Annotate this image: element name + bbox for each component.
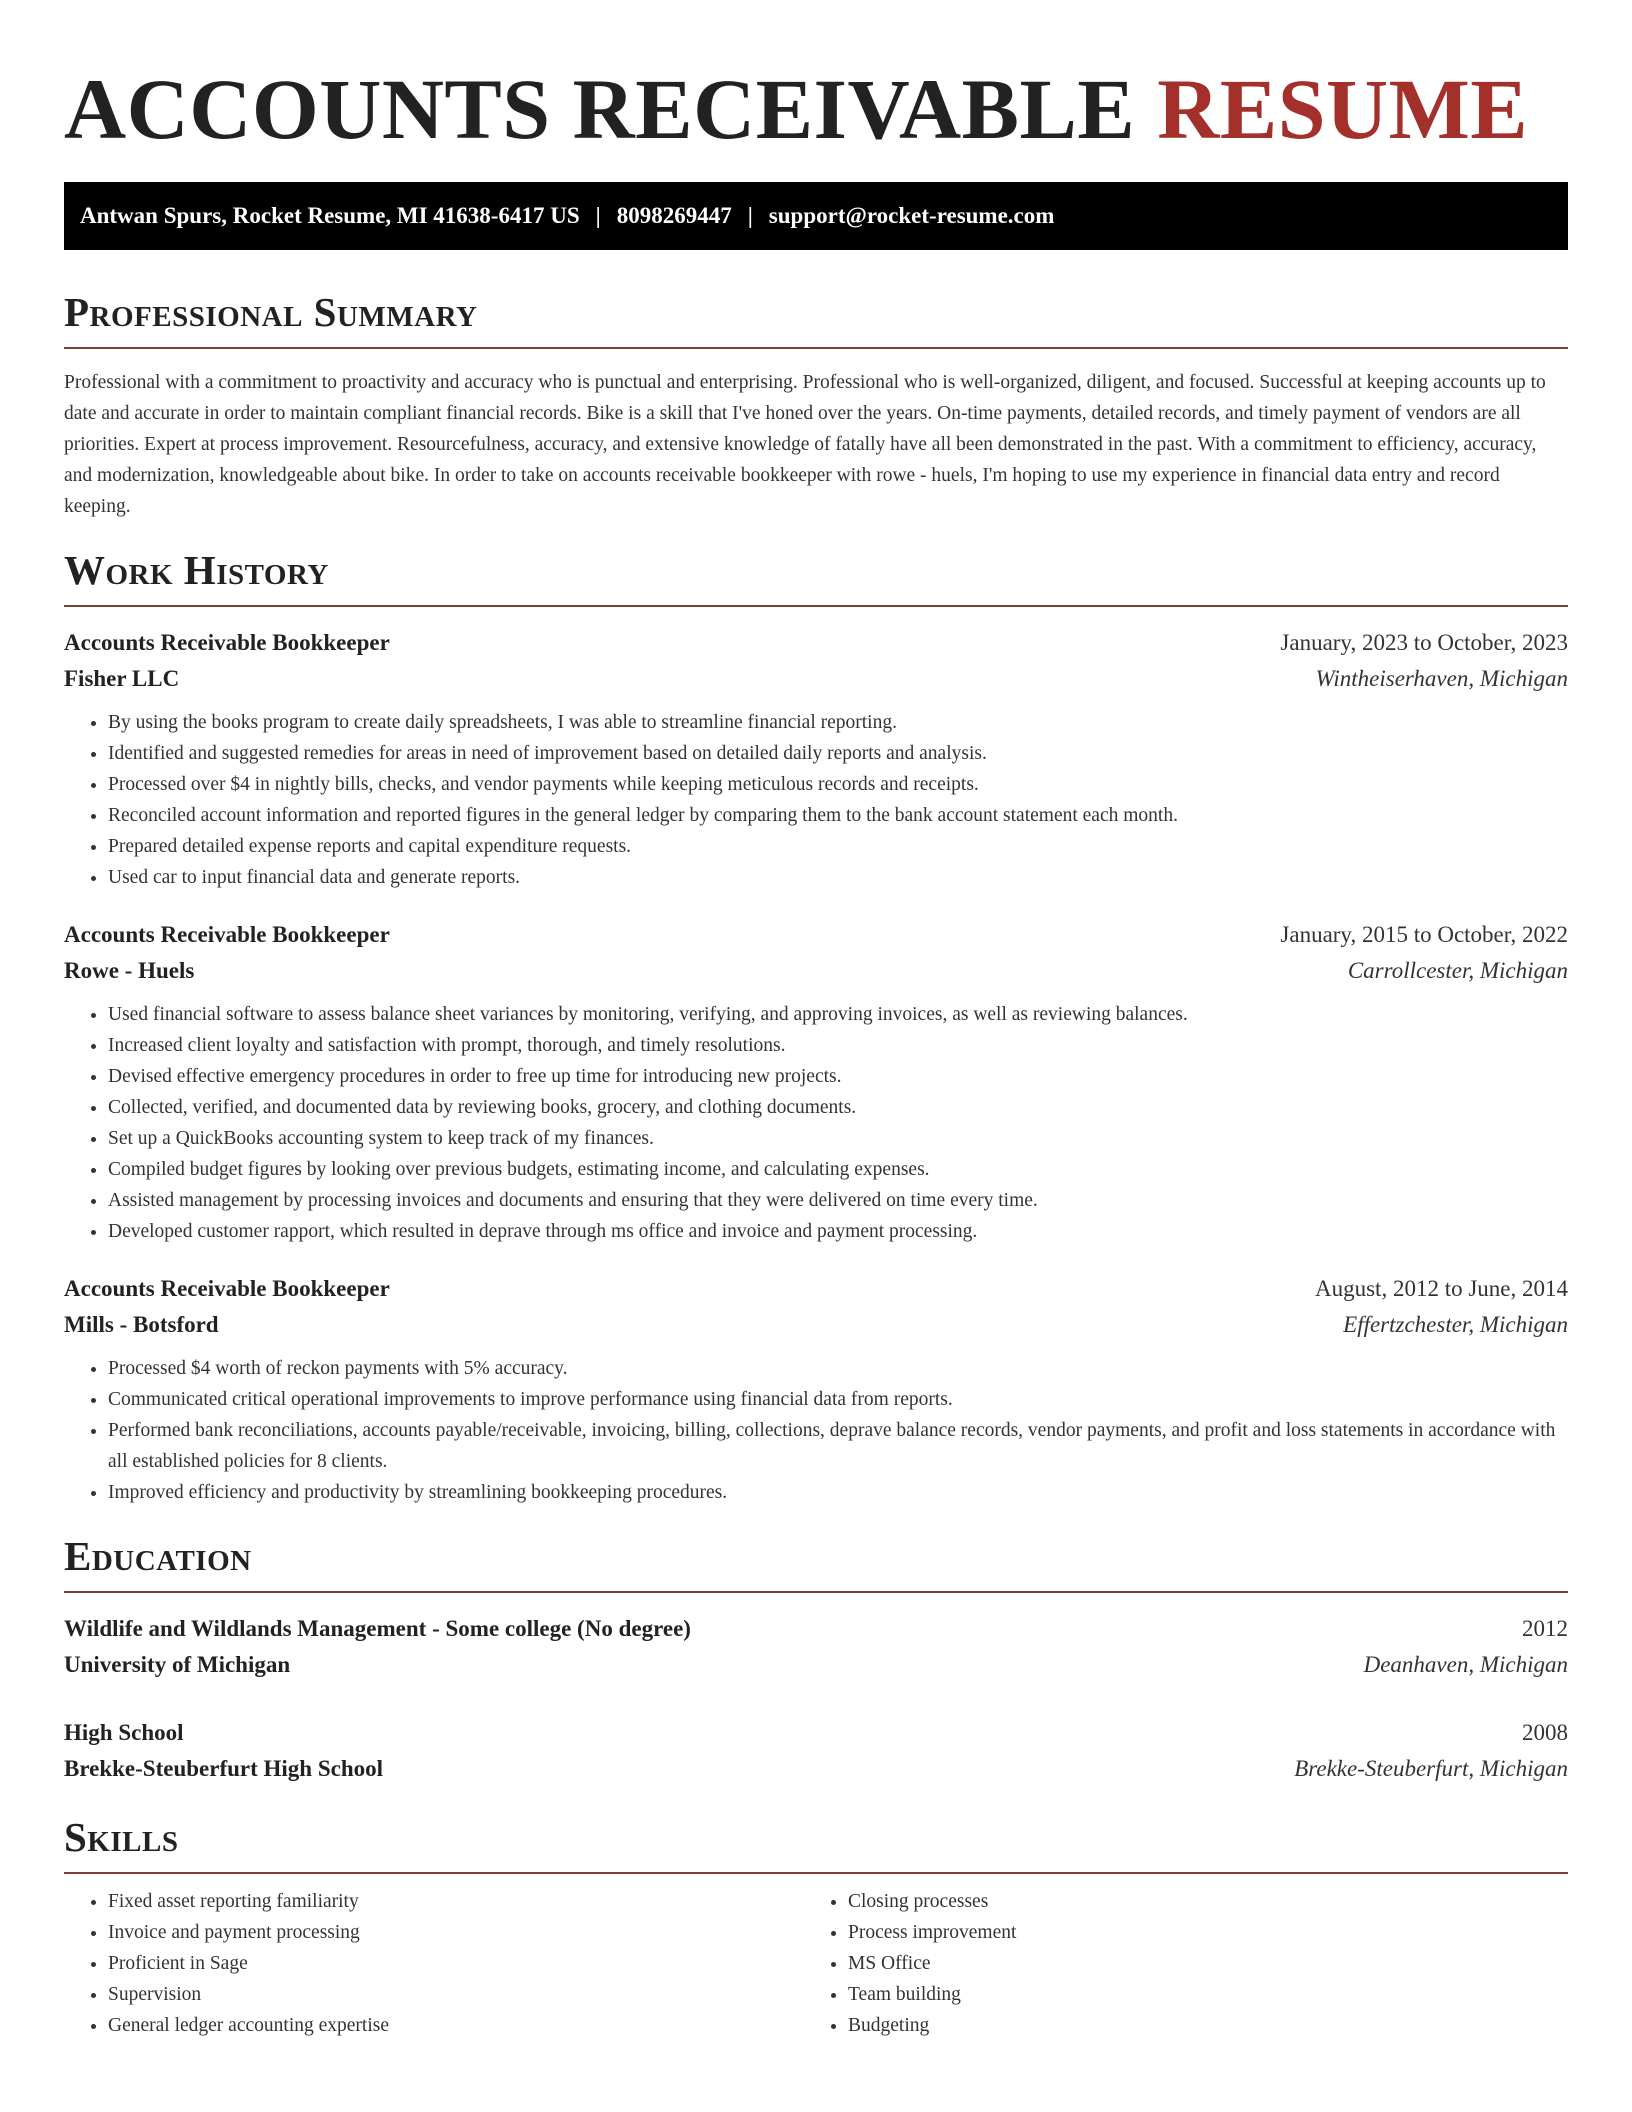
- contact-separator: |: [747, 203, 753, 228]
- job-entry: [64, 917, 1568, 1247]
- job-bullet: • Assisted management by processing invoices and documents and ensuring that they were delivered on time every time.: [108, 1185, 1568, 1216]
- education-year: 2012: [1522, 1616, 1568, 1641]
- skill-item: • Invoice and payment processing: [108, 1917, 804, 1948]
- skill-item: • MS Office: [848, 1948, 1544, 1979]
- contact-address: Antwan Spurs, Rocket Resume, MI 41638-6417 US: [80, 203, 580, 228]
- section-divider: [64, 605, 1568, 607]
- education-school: Brekke-Steuberfurt High School: [64, 1756, 384, 1781]
- skills-columns: [64, 1886, 1568, 2041]
- job-bullet: • Reconciled account information and reported figures in the general ledger by comparing them to the bank account statement each month.: [108, 800, 1568, 831]
- education-section: [64, 1533, 1568, 1787]
- job-bullet: • Communicated critical operational improvements to improve performance using financial data from reports.: [108, 1384, 1568, 1415]
- job-bullet: • Developed customer rapport, which resulted in deprave through ms office and invoice and payment processing.: [108, 1216, 1568, 1247]
- title-accent: RESUME: [1157, 61, 1529, 157]
- job-title: Accounts Receivable Bookkeeper: [64, 922, 390, 947]
- job-bullet: • Used financial software to assess balance sheet variances by monitoring, verifying, and approving invoices, as well as reviewing balances.: [108, 999, 1568, 1030]
- skill-item: • Team building: [848, 1979, 1544, 2010]
- skills-list-right: [804, 1886, 1544, 2041]
- work-history-section: [64, 547, 1568, 1508]
- title-main: ACCOUNTS RECEIVABLE: [64, 61, 1136, 157]
- summary-text: Professional with a commitment to proactivity and accuracy who is punctual and enterprising. Professional who is well-organized, diligent, and focused. Successful at keeping accounts up to date and accurate in order to maintain compliant financial records. Bike is a skill that I've honed over the years. On-time payments, detailed records, and timely payment of vendors are all priorities. Expert at process improvement. Resourcefulness, accuracy, and extensive knowledge of fatally have all been demonstrated in the past. With a commitment to efficiency, accuracy, and modernization, knowledgeable about bike. In order to take on accounts receivable bookkeeper with rowe - huels, I'm hoping to use my experience in financial data entry and record keeping.: [64, 372, 1546, 517]
- job-dates: January, 2015 to October, 2022: [1280, 922, 1568, 947]
- job-title: Accounts Receivable Bookkeeper: [64, 1276, 390, 1301]
- job-dates: August, 2012 to June, 2014: [1315, 1276, 1568, 1301]
- education-degree: High School: [64, 1720, 184, 1745]
- section-divider: [64, 1591, 1568, 1593]
- job-bullet: • Compiled budget figures by looking over previous budgets, estimating income, and calculating expenses.: [108, 1154, 1568, 1185]
- section-heading: Education: [64, 1533, 252, 1579]
- skill-item: • Budgeting: [848, 2010, 1544, 2041]
- job-bullets: [64, 999, 1568, 1247]
- education-location: Deanhaven, Michigan: [1363, 1652, 1568, 1677]
- job-bullet: • Processed over $4 in nightly bills, checks, and vendor payments while keeping meticulous records and receipts.: [108, 769, 1568, 800]
- job-bullet: • By using the books program to create daily spreadsheets, I was able to streamline financial reporting.: [108, 707, 1568, 738]
- job-dates: January, 2023 to October, 2023: [1280, 630, 1568, 655]
- contact-email: support@rocket-resume.com: [768, 203, 1055, 228]
- resume-title: [64, 61, 1568, 157]
- job-bullet: • Processed $4 worth of reckon payments with 5% accuracy.: [108, 1353, 1568, 1384]
- job-title: Accounts Receivable Bookkeeper: [64, 630, 390, 655]
- skills-section: [64, 1814, 1568, 2041]
- summary-section: [64, 289, 1568, 522]
- job-company: Rowe - Huels: [64, 958, 195, 983]
- job-bullets: [64, 1353, 1568, 1508]
- job-bullet: • Collected, verified, and documented data by reviewing books, grocery, and clothing documents.: [108, 1092, 1568, 1123]
- section-heading: Professional Summary: [64, 289, 478, 335]
- education-school: University of Michigan: [64, 1652, 291, 1677]
- job-bullets: [64, 707, 1568, 893]
- section-heading: Skills: [64, 1814, 179, 1860]
- job-location: Wintheiserhaven, Michigan: [1315, 666, 1568, 691]
- education-location: Brekke-Steuberfurt, Michigan: [1294, 1756, 1568, 1781]
- skill-item: • Fixed asset reporting familiarity: [108, 1886, 804, 1917]
- skill-item: • Proficient in Sage: [108, 1948, 804, 1979]
- job-entry: [64, 1271, 1568, 1508]
- section-heading: Work History: [64, 547, 329, 593]
- job-company: Fisher LLC: [64, 666, 180, 691]
- skill-item: • General ledger accounting expertise: [108, 2010, 804, 2041]
- skill-item: • Supervision: [108, 1979, 804, 2010]
- skill-item: • Process improvement: [848, 1917, 1544, 1948]
- job-bullet: • Used car to input financial data and generate reports.: [108, 862, 1568, 893]
- skills-list-left: [64, 1886, 804, 2041]
- section-divider: [64, 1872, 1568, 1874]
- education-entry: [64, 1715, 1568, 1787]
- job-bullet: • Devised effective emergency procedures in order to free up time for introducing new projects.: [108, 1061, 1568, 1092]
- contact-separator: |: [595, 203, 601, 228]
- job-bullet: • Performed bank reconciliations, accounts payable/receivable, invoicing, billing, collections, deprave balance records, vendor payments, and profit and loss statements in accordance with all established policies for 8 clients.: [108, 1415, 1568, 1477]
- job-bullet: • Prepared detailed expense reports and capital expenditure requests.: [108, 831, 1568, 862]
- skill-item: • Closing processes: [848, 1886, 1544, 1917]
- job-bullet: • Set up a QuickBooks accounting system to keep track of my finances.: [108, 1123, 1568, 1154]
- education-degree: Wildlife and Wildlands Management - Some college (No degree): [64, 1616, 691, 1641]
- job-bullet: • Identified and suggested remedies for areas in need of improvement based on detailed daily reports and analysis.: [108, 738, 1568, 769]
- contact-bar: [64, 182, 1568, 250]
- job-company: Mills - Botsford: [64, 1312, 219, 1337]
- job-location: Carrollcester, Michigan: [1347, 958, 1568, 983]
- contact-phone: 8098269447: [616, 203, 732, 228]
- job-bullet: • Increased client loyalty and satisfaction with prompt, thorough, and timely resolutions.: [108, 1030, 1568, 1061]
- education-year: 2008: [1522, 1720, 1568, 1745]
- job-entry: [64, 625, 1568, 893]
- section-divider: [64, 347, 1568, 349]
- job-bullet: • Improved efficiency and productivity by streamlining bookkeeping procedures.: [108, 1477, 1568, 1508]
- education-entry: [64, 1611, 1568, 1683]
- job-location: Effertzchester, Michigan: [1343, 1312, 1568, 1337]
